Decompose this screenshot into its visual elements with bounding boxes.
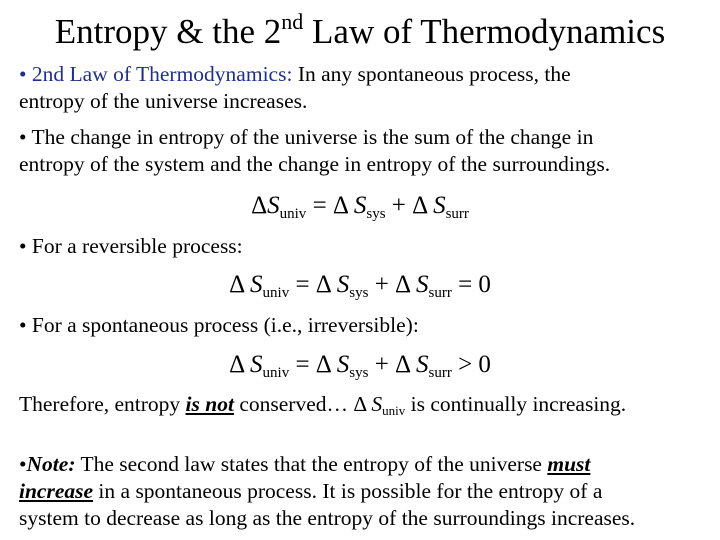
- emphasis-must: must: [547, 452, 591, 476]
- plus-delta: + Δ: [368, 271, 416, 298]
- therefore-text-end: is continually increasing.: [405, 392, 627, 416]
- slide-title: [0, 10, 720, 54]
- entropy-symbol: S: [353, 192, 367, 219]
- equals-delta: = Δ: [289, 351, 337, 378]
- delta-symbol: Δ: [229, 351, 251, 378]
- subscript-surr: surr: [428, 285, 452, 301]
- entropy-symbol: S: [336, 271, 350, 298]
- emphasis-increase: increase: [19, 479, 94, 503]
- subscript-univ: univ: [262, 285, 290, 301]
- equals-delta: = Δ: [306, 192, 354, 219]
- equation-universe-entropy: [0, 191, 720, 221]
- subscript-surr: surr: [428, 365, 452, 381]
- subscript-univ: univ: [262, 365, 290, 381]
- title-main: Entropy & the 2: [54, 12, 282, 51]
- therefore-statement: [19, 391, 711, 418]
- note-text-line2: in a spontaneous process. It is possible for the entropy of a: [93, 479, 603, 503]
- note-bullet: •: [19, 452, 27, 476]
- equals-delta: = Δ: [289, 271, 337, 298]
- second-law-definition: In any spontaneous process, the: [292, 62, 571, 86]
- emphasis-is-not: is not: [185, 392, 234, 416]
- note-text-line3: system to decrease as long as the entropy of the surroundings increases.: [19, 506, 636, 530]
- bullet-entropy-sum: [19, 124, 711, 178]
- entropy-symbol: S: [415, 351, 429, 378]
- bullet-spontaneous: • For a spontaneous process (i.e., irreversible):: [19, 313, 419, 337]
- therefore-text-mid: conserved… Δ: [233, 392, 372, 416]
- subscript-univ: univ: [279, 206, 307, 222]
- therefore-text: Therefore, entropy: [19, 392, 186, 416]
- subscript-sys: sys: [366, 206, 386, 222]
- equals-zero: = 0: [451, 271, 491, 298]
- equation-spontaneous: [0, 350, 720, 380]
- subscript-univ: univ: [382, 403, 406, 418]
- equation-reversible: [0, 270, 720, 300]
- plus-delta: + Δ: [368, 351, 416, 378]
- delta-symbol: Δ: [251, 192, 268, 219]
- delta-symbol: Δ: [229, 271, 251, 298]
- title-rest: Law of Thermodynamics: [303, 12, 666, 51]
- entropy-symbol: S: [250, 271, 263, 298]
- entropy-sum-line1: • The change in entropy of the universe is the sum of the change in: [19, 125, 594, 149]
- note-text-line1: The second law states that the entropy of the universe: [75, 452, 548, 476]
- second-law-definition-cont: entropy of the universe increases.: [19, 89, 308, 113]
- plus-delta: + Δ: [385, 192, 434, 219]
- bullet-reversible: • For a reversible process:: [19, 234, 243, 258]
- entropy-symbol: S: [371, 392, 383, 416]
- entropy-symbol: S: [250, 351, 263, 378]
- entropy-symbol: S: [415, 271, 429, 298]
- title-superscript: nd: [281, 9, 304, 34]
- entropy-sum-line2: entropy of the system and the change in entropy of the surroundings.: [19, 152, 611, 176]
- second-law-term: • 2nd Law of Thermodynamics:: [19, 62, 293, 86]
- subscript-surr: surr: [445, 206, 469, 222]
- subscript-sys: sys: [349, 365, 369, 381]
- greater-than-zero: > 0: [451, 351, 491, 378]
- note-label: Note:: [26, 452, 76, 476]
- bullet-second-law: [19, 61, 711, 115]
- note-paragraph: [19, 451, 711, 532]
- subscript-sys: sys: [349, 285, 369, 301]
- entropy-symbol: S: [336, 351, 350, 378]
- entropy-symbol: S: [267, 192, 280, 219]
- entropy-symbol: S: [433, 192, 446, 219]
